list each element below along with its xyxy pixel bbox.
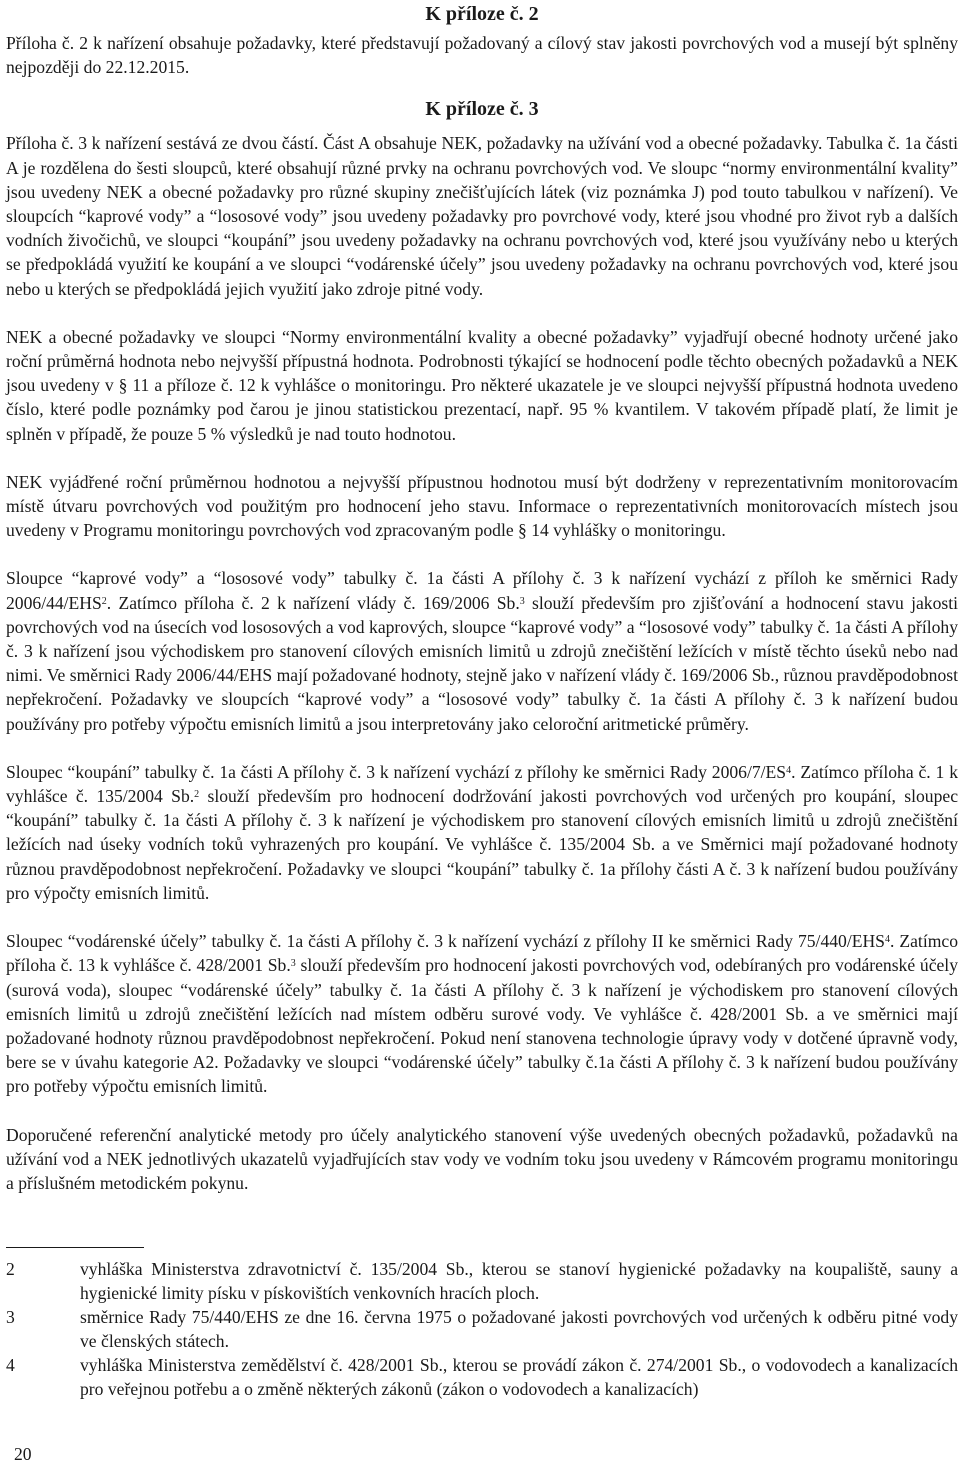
footnote-ref: 2 xyxy=(101,595,107,607)
footnote-divider xyxy=(6,1247,144,1248)
text-span: Sloupce “kaprové vody” a “lososové vody” tabulky č. 1a části A přílohy č. 3 k nařízení vychází z příloh ke směrnici Rady 2006/44/EHS xyxy=(6,568,958,613)
footnote-number: 4 xyxy=(6,1355,15,1375)
paragraph-vodarenske-ucely xyxy=(6,929,958,1098)
paragraph-nek-vyjadrene: NEK vyjádřené roční průměrnou hodnotou a nejvyšší přípustnou hodnotou musí být dodrženy v reprezentativním monitorovacím místě útvaru povrchových vod použitým pro hodnocení jeho stavu. Informace o reprezentativních monitorovacích místech jsou uvedeny v Programu monitoringu povrchových vod zpracovaným podle § 14 vyhlášky o monitoringu. xyxy=(6,471,958,541)
document-page xyxy=(6,0,958,1195)
text-span: slouží především pro hodnocení jakosti povrchových vod, odebíraných pro vodárenské účely (surová voda), sloupec “vodárenské účely” tabulky č. 1a části A přílohy č. 3 k nařízení je východiskem pro stanovení cílových emisních limitů u zdrojů znečištění ležících nad místem odběru surové vody. Ve vyhlášce č. 428/2001 Sb. a ve směrnici mají požadované hodnoty různou pravděpodobnost nepřekročení. Pokud není stanovena technologie úpravy vody v dotčené úpravně vody, bere se v úvahu kategorie A2. Požadavky ve sloupci “vodárenské účely” tabulky č.1a části A přílohy č. 3 k nařízení budou používány pro potřeby výpočtu emisních limitů. xyxy=(6,955,958,1097)
paragraph-priloha-2: Příloha č. 2 k nařízení obsahuje požadavky, které představují požadovaný a cílový stav jakosti povrchových vod a musejí být splněny nejpozději do 22.12.2015. xyxy=(6,33,958,78)
footnote-text: vyhláška Ministerstva zdravotnictví č. 135/2004 Sb., kterou se stanoví hygienické požadavky na koupaliště, sauny a hygienické limity písku v pískovištích venkovních hracích ploch. xyxy=(80,1259,958,1303)
paragraph-kaprove-lososove xyxy=(6,566,958,735)
footnote-3 xyxy=(6,1305,958,1353)
footnote-text: směrnice Rady 75/440/EHS ze dne 16. června 1975 o požadované jakosti povrchových vod určených k odběru pitné vody ve členských státech. xyxy=(80,1307,958,1351)
footnote-ref: 3 xyxy=(519,595,525,607)
footnote-text: vyhláška Ministerstva zemědělství č. 428/2001 Sb., kterou se provádí zákon č. 274/2001 Sb., o vodovodech a kanalizacích pro veřejnou potřebu a o změně některých zákonů (zákon o vodovodech a kanalizacích) xyxy=(80,1355,958,1399)
heading-k-priloze-3: K příloze č. 3 xyxy=(425,98,539,121)
text-span: Sloupec “koupání” tabulky č. 1a části A přílohy č. 3 k nařízení vychází z přílohy ke směrnici Rady 2006/7/ES xyxy=(6,761,787,782)
text-span: slouží především pro zjišťování a hodnocení stavu jakosti povrchových vod na úsecích vod lososových a vod kaprových, sloupce “kaprové vody” a “lososové vody” tabulky č. 1a části A přílohy č. 3 k nařízení jsou východiskem pro stanovení cílových emisních limitů u zdrojů znečištění ležících v místě těchto úseků nebo nad nimi. Ve směrnici Rady 2006/44/EHS mají požadované hodnoty, stejně jako v nařízení vlády č. 169/2006 Sb., různou pravděpodobnost nepřekročení. Požadavky ve sloupcích “kaprové vody” a “lososové vody” tabulky č. 1a části A přílohy č. 3 k nařízení budou používány pro potřeby výpočtu emisních limitů a jsou interpretovány jako celoroční aritmetické průměry. xyxy=(6,592,958,734)
footnote-2 xyxy=(6,1257,958,1305)
footnote-4 xyxy=(6,1353,958,1401)
heading-k-priloze-2: K příloze č. 2 xyxy=(425,3,539,25)
page-number: 20 xyxy=(14,1444,32,1464)
text-span: Sloupec “vodárenské účely” tabulky č. 1a části A přílohy č. 3 k nařízení vychází z přílohy II ke směrnici Rady 75/440/EHS xyxy=(6,931,885,952)
paragraph-analyticke-metody: Doporučené referenční analytické metody pro účely analytického stanovení výše uvedených obecných požadavků, požadavků na užívání vod a NEK jednotlivých ukazatelů vyjadřujících stav vody ve vodním toku jsou uvedeny v Rámcovém programu monitoringu a příslušném metodickém pokynu. xyxy=(6,1124,958,1193)
text-span: . Zatímco příloha č. 2 k nařízení vlády č. 169/2006 Sb. xyxy=(106,592,520,613)
paragraph-nek-obecne: NEK a obecné požadavky ve sloupci “Normy environmentální kvality a obecné požadavky” vyjadřují obecné hodnoty určené jako roční průměrná hodnota nebo nejvyšší přípustná hodnota. Podrobnosti týkající se hodnocení podle těchto obecných požadavků a NEK jsou uvedeny v § 11 a příloze č. 12 k vyhlášce o monitoringu. Pro některé ukazatele je ve sloupci nejvyšší přípustná hodnota uvedeno číslo, které podle poznámky pod čarou je jinou statistickou prezentací, např. 95 % kvantilem. V takovém případě platí, že limit je splněn v případě, že pouze 5 % výsledků je nad touto hodnotou. xyxy=(6,326,958,444)
footnote-ref: 4 xyxy=(786,764,792,776)
paragraph-koupani xyxy=(6,760,958,905)
footnote-number: 3 xyxy=(6,1307,15,1327)
footnote-ref: 3 xyxy=(290,958,296,970)
text-span: slouží především pro hodnocení dodržování jakosti povrchových vod určených pro koupání, sloupec “koupání” tabulky č. 1a části A přílohy č. 3 k nařízení je východiskem pro stanovení cílových emisních limitů u zdrojů znečištění ležících nad úseky vodních toků vyhrazených pro koupání. Ve vyhlášce č. 135/2004 Sb. a ve Směrnici mají požadované hodnoty různou pravděpodobnost nepřekročení. Požadavky ve sloupci “koupání” tabulky č. 1a přílohy části A č. 3 k nařízení budou používány pro výpočty emisních limitů. xyxy=(6,786,959,903)
paragraph-priloha-3: Příloha č. 3 k nařízení sestává ze dvou částí. Část A obsahuje NEK, požadavky na užívání vod a obecné požadavky. Tabulka č. 1a části A je rozdělena do šesti sloupců, které obsahují různé prvky na ochranu povrchových vod. Ve sloupc “normy environmentální kvality” jsou uvedeny NEK a obecné požadavky pro různé skupiny znečišťujících látek (viz poznámka J) pod touto tabulkou v nařízení). Ve sloupcích “kaprové vody” a “lososové vody” jsou uvedeny požadavky pro povrchové vody, které jsou vhodné pro život ryb a dalších vodních živočichů, ve sloupci “koupání” jsou uvedeny požadavky na ochranu povrchových vod, které jsou využívány nebo u kterých se předpokládá využití ke koupání a ve sloupci “vodárenské účely” jsou uvedeny požadavky na ochranu povrchových vod, které jsou nebo u kterých se předpokládá jejich využití jako zdroje pitné vody. xyxy=(6,133,958,299)
footnote-ref: 2 xyxy=(194,789,200,801)
footnote-ref: 4 xyxy=(884,934,890,946)
text-span: . Zatímco příloha č. 1 k vyhlášce č. 135/2004 Sb. xyxy=(6,761,958,807)
footnotes xyxy=(6,1257,958,1401)
text-span: . Zatímco příloha č. 13 k vyhlášce č. 428/2001 Sb. xyxy=(6,931,959,976)
footnote-number: 2 xyxy=(6,1259,15,1279)
